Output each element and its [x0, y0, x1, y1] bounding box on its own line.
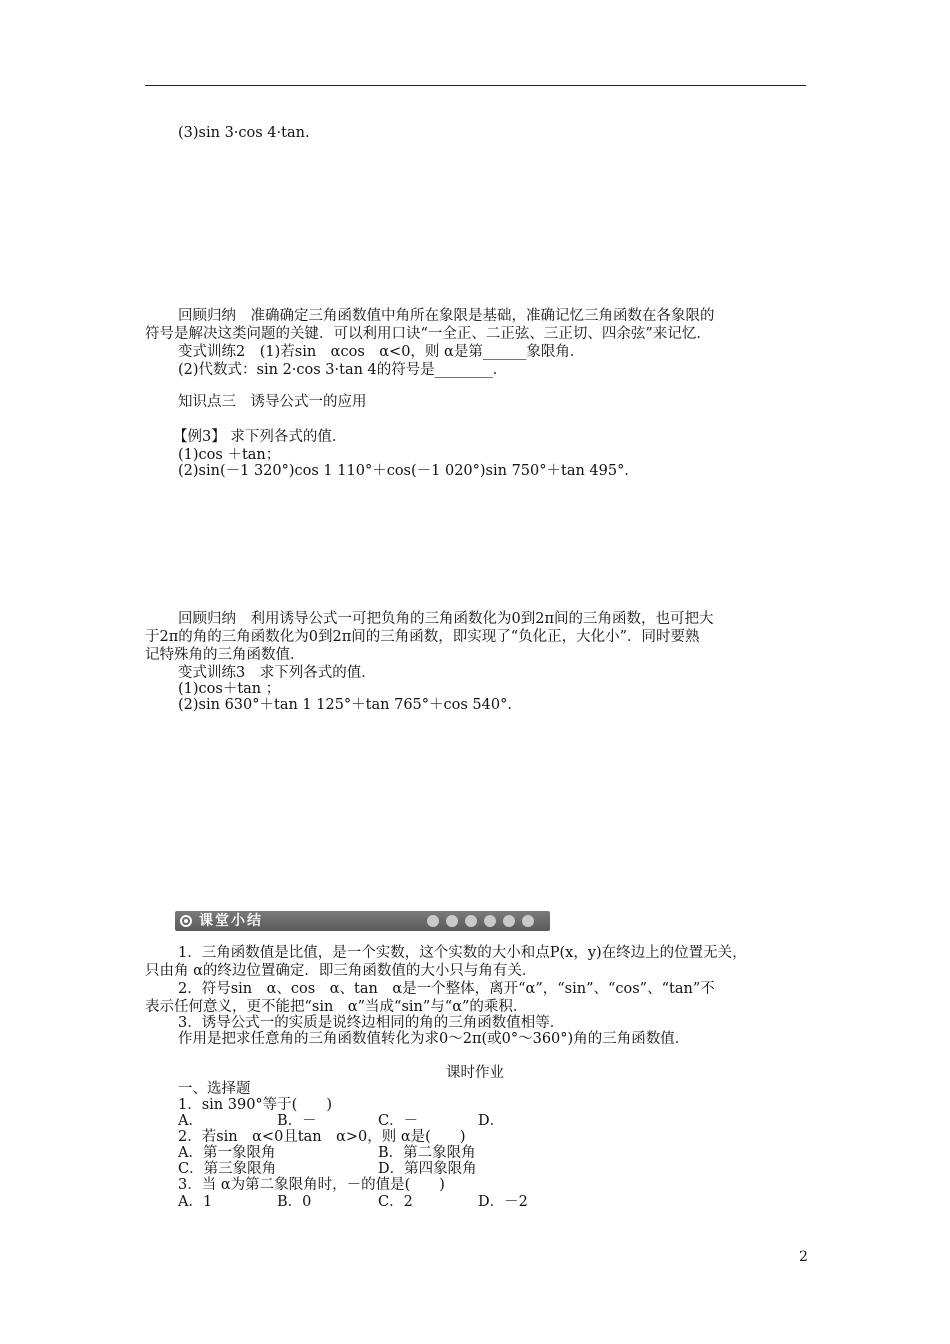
section-heading: 一、选择题	[178, 1081, 251, 1097]
text-line: 回顾归纳 准确确定三角函数值中角所在象限是基础，准确记忆三角函数在各象限的	[178, 308, 715, 324]
text-line: 3．诱导公式一的实质是说终边相同的角的三角函数值相等．	[178, 1015, 565, 1031]
option: B．－	[277, 1113, 317, 1129]
text-line: 1．三角函数值是比值，是一个实数，这个实数的大小和点P(x，y)在终边上的位置无关，	[178, 945, 747, 961]
header-rule	[145, 85, 806, 86]
text-line: 表示任何意义，更不能把“sin α”当成“sin”与“α”的乘积．	[145, 999, 528, 1015]
text-line: (1)cos＋tan ；	[178, 681, 281, 697]
example-title: 【例3】 求下列各式的值．	[173, 429, 347, 445]
text-line: (2)sin 630°＋tan 1 125°＋tan 765°＋cos 540°．	[178, 697, 522, 713]
text-line: (2)sin(－1 320°)cos 1 110°＋cos(－1 020°)sin 750°＋tan 495°．	[178, 463, 639, 479]
option: C．2	[378, 1194, 413, 1210]
text-line: 只由角 α的终边位置确定．即三角函数值的大小只与角有关．	[145, 963, 537, 979]
summary-title: 课堂小结	[199, 913, 263, 929]
text-line: 符号是解决这类问题的关键．可以利用口诀“一全正、二正弦、三正切、四余弦”来记忆．	[145, 326, 711, 342]
text-line: 变式训练3 求下列各式的值．	[178, 665, 376, 681]
page-number: 2	[799, 1249, 808, 1265]
option: D．	[478, 1113, 505, 1129]
text-line: (1)cos ＋tan；	[178, 447, 281, 463]
option: C．第三象限角	[178, 1161, 277, 1177]
option: B．第二象限角	[378, 1145, 476, 1161]
option: B．0	[277, 1194, 312, 1210]
option: A．1	[178, 1194, 213, 1210]
text-line: 回顾归纳 利用诱导公式一可把负角的三角函数化为0到2π间的三角函数，也可把大	[178, 611, 714, 627]
text-line: 记特殊角的三角函数值．	[145, 647, 305, 663]
option: C．－	[378, 1113, 419, 1129]
option: D．－2	[478, 1194, 528, 1210]
text-line: 于2π的角的三角函数化为0到2π间的三角函数，即实现了“负化正，大化小”．同时要熟	[145, 629, 700, 645]
homework-title: 课时作业	[446, 1065, 504, 1081]
option: D．第四象限角	[378, 1161, 477, 1177]
text-line: 2．符号sin α、cos α、tan α是一个整体，离开“α”，“sin”、“cos”、“tan”不	[178, 981, 715, 997]
option: A．	[178, 1113, 203, 1129]
summary-header	[175, 911, 550, 931]
text-line: 变式训练2 (1)若sin αcos α<0，则 α是第______象限角．	[178, 344, 585, 360]
text-line: (3)sin 3·cos 4·tan.	[178, 125, 310, 141]
question: 3．当 α为第二象限角时，－的值是( )	[178, 1177, 445, 1193]
text-line: (2)代数式：sin 2·cos 3·tan 4的符号是________．	[178, 362, 508, 378]
question: 2．若sin α<0且tan α>0，则 α是( )	[178, 1129, 466, 1145]
text-line: 作用是把求任意角的三角函数值转化为求0～2π(或0°～360°)角的三角函数值．	[178, 1031, 690, 1047]
option: A．第一象限角	[178, 1145, 276, 1161]
target-icon	[180, 915, 192, 927]
section-heading: 知识点三 诱导公式一的应用	[178, 394, 367, 410]
question: 1．sin 390°等于( )	[178, 1097, 332, 1113]
